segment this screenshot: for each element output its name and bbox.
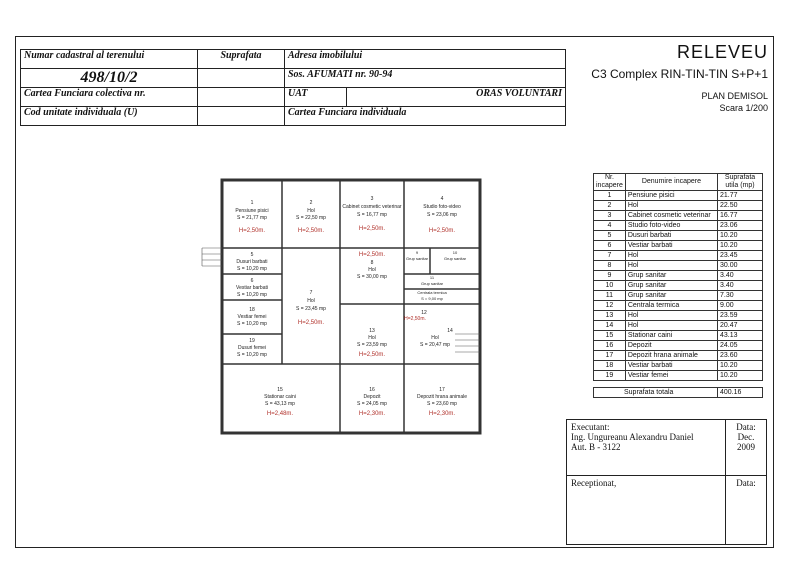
room-name-cell: Stationar caini — [625, 331, 717, 341]
total-row — [594, 388, 763, 398]
room-8-height: H=2,50m. — [358, 252, 386, 258]
room-area-cell: 10.20 — [718, 241, 763, 251]
room-nr-cell: 12 — [594, 301, 626, 311]
room-area-cell: 7.30 — [718, 291, 763, 301]
room-1-nr: 1 — [250, 200, 254, 206]
room-6-name: Vestiar barbati — [236, 285, 268, 291]
room-area-cell: 22.50 — [718, 201, 763, 211]
executant-date-cell — [726, 420, 767, 476]
room-15-height: H=2,48m. — [266, 411, 294, 417]
receptionat-date-label: Data: — [726, 476, 767, 545]
room-name-cell: Hol — [625, 311, 717, 321]
room-17-height: H=2,30m. — [428, 411, 456, 417]
room-9-name: Grup sanitar — [405, 256, 429, 261]
room-14-nr: 14 — [447, 328, 453, 334]
room-14-area: S = 20,47 mp — [420, 342, 450, 348]
room-nr-cell: 3 — [594, 211, 626, 221]
room-area-cell: 23.06 — [718, 221, 763, 231]
room-name-cell: Grup sanitar — [625, 281, 717, 291]
room-13-height: H=2,50m. — [358, 352, 386, 358]
room-7-name: Hol — [307, 298, 315, 304]
room-16-name: Depozit — [363, 394, 381, 400]
room-nr-cell: 1 — [594, 191, 626, 201]
room-area-cell: 43.13 — [718, 331, 763, 341]
unit-code-label: Cod unitate individuala (U) — [21, 107, 198, 126]
drawing-title-block — [591, 42, 768, 113]
room-nr-cell: 13 — [594, 311, 626, 321]
room-nr-cell: 4 — [594, 221, 626, 231]
room-area-cell: 23.59 — [718, 311, 763, 321]
room-2-name: Hol — [307, 208, 315, 214]
room-name-cell: Grup sanitar — [625, 271, 717, 281]
room-18-name: Vestiar femei — [237, 314, 267, 320]
drawing-title: RELEVEU — [676, 42, 768, 62]
room-row — [594, 231, 763, 241]
executant-label: Executant: — [571, 422, 610, 432]
room-3-name: Cabinet cosmetic veterinar — [342, 204, 402, 210]
date-year: 2009 — [737, 442, 755, 452]
room-nr-cell: 10 — [594, 281, 626, 291]
room-9-nr: 9 — [415, 250, 419, 255]
executant-name: Ing. Ungureanu Alexandru Daniel — [571, 432, 694, 442]
room-12-area: S = 9,00 mp — [421, 296, 443, 301]
room-name-cell: Vestiar femei — [625, 371, 717, 381]
room-name-cell: Vestiar barbati — [625, 361, 717, 371]
room-nr-cell: 2 — [594, 201, 626, 211]
room-name-cell: Cabinet cosmetic veterinar — [625, 211, 717, 221]
room-11-nr: 11 — [429, 275, 435, 280]
room-nr-cell: 5 — [594, 231, 626, 241]
address-label: Adresa imobilului — [285, 50, 566, 69]
room-row — [594, 261, 763, 271]
room-nr-cell: 19 — [594, 371, 626, 381]
room-area-cell: 16.77 — [718, 211, 763, 221]
lot-label: Numar cadastral al terenului — [21, 50, 198, 69]
room-18-nr: 18 — [249, 307, 255, 313]
room-7-height: H=2,50m. — [297, 320, 325, 326]
executant-cell — [567, 420, 726, 476]
room-19-name: Dusuri femei — [237, 345, 267, 351]
room-4-height: H=2,50m. — [428, 228, 456, 234]
room-4-nr: 4 — [440, 196, 444, 202]
uat-label: UAT — [285, 88, 347, 107]
room-8-area: S = 30,00 mp — [357, 274, 387, 280]
lot-value: 498/10/2 — [21, 69, 198, 88]
room-name-cell: Centrala termica — [625, 301, 717, 311]
room-18-area: S = 10,20 mp — [237, 321, 267, 327]
room-name-cell: Vestiar barbati — [625, 241, 717, 251]
room-13-area: S = 23,59 mp — [357, 342, 387, 348]
room-name-cell: Dusuri barbati — [625, 231, 717, 241]
room-row — [594, 241, 763, 251]
registry-individual-label: Cartea Funciara individuala — [285, 107, 566, 126]
room-row — [594, 281, 763, 291]
room-15-nr: 15 — [277, 387, 283, 393]
uat-value: ORAS VOLUNTARI — [347, 88, 566, 107]
room-6-area: S = 10,20 mp — [237, 292, 267, 298]
room-12-name: Centrala termica — [417, 290, 447, 295]
room-5-nr: 5 — [250, 252, 254, 258]
room-name-cell: Depozit hrana animale — [625, 351, 717, 361]
date-label: Data: — [736, 422, 756, 432]
room-12-nr: 12 — [421, 310, 427, 316]
room-7-area: S = 23,45 mp — [296, 306, 326, 312]
room-row — [594, 361, 763, 371]
area-value-cell — [198, 69, 285, 88]
room-1-height: H=2,50m. — [238, 228, 266, 234]
room-6-nr: 6 — [250, 278, 254, 284]
col-name-header: Denumire incapere — [625, 174, 717, 191]
room-nr-cell: 16 — [594, 341, 626, 351]
registry-collective-value — [198, 88, 285, 107]
room-name-cell: Pensiune pisici — [625, 191, 717, 201]
room-row — [594, 301, 763, 311]
room-nr-cell: 17 — [594, 351, 626, 361]
room-17-area: S = 23,60 mp — [427, 401, 457, 407]
room-10-nr: 10 — [452, 250, 458, 255]
cadastral-header-table — [20, 49, 566, 126]
room-row — [594, 291, 763, 301]
room-row — [594, 331, 763, 341]
room-2-area: S = 22,50 mp — [296, 215, 326, 221]
room-3-height: H=2,50m. — [358, 226, 386, 232]
room-nr-cell: 14 — [594, 321, 626, 331]
room-row — [594, 221, 763, 231]
room-name-cell: Hol — [625, 261, 717, 271]
room-8-nr: 8 — [370, 260, 374, 266]
room-row — [594, 321, 763, 331]
room-16-area: S = 24,05 mp — [357, 401, 387, 407]
total-value: 400.16 — [718, 388, 763, 398]
room-area-cell: 20.47 — [718, 321, 763, 331]
room-2-height: H=2,50m. — [297, 228, 325, 234]
room-16-height: H=2,30m. — [358, 411, 386, 417]
room-row — [594, 351, 763, 361]
unit-code-value — [198, 107, 285, 126]
date-month: Dec. — [737, 432, 755, 442]
room-nr-cell: 15 — [594, 331, 626, 341]
room-1-name: Pensiune pisici — [235, 208, 269, 214]
room-11-name: Grup sanitar — [420, 281, 444, 286]
room-row — [594, 191, 763, 201]
room-19-area: S = 10,20 mp — [237, 352, 267, 358]
room-area-cell: 10.20 — [718, 371, 763, 381]
room-row — [594, 311, 763, 321]
executant-block — [566, 419, 767, 545]
room-row — [594, 341, 763, 351]
room-8-name: Hol — [368, 267, 376, 273]
executant-auth: Aut. B - 3122 — [571, 442, 621, 452]
room-area-cell: 3.40 — [718, 271, 763, 281]
room-3-nr: 3 — [370, 196, 374, 202]
room-5-name: Dusuri barbati — [236, 259, 268, 265]
room-row — [594, 211, 763, 221]
col-nr-header: Nr. incapere — [594, 174, 626, 191]
registry-collective-label: Cartea Funciara colectiva nr. — [21, 88, 198, 107]
room-7-nr: 7 — [309, 290, 313, 296]
room-10-name: Grup sanitar — [443, 256, 467, 261]
room-19-nr: 19 — [249, 338, 255, 344]
room-area-cell: 23.60 — [718, 351, 763, 361]
room-area-cell: 21.77 — [718, 191, 763, 201]
room-area-cell: 3.40 — [718, 281, 763, 291]
room-nr-cell: 8 — [594, 261, 626, 271]
room-4-name: Studio foto-video — [423, 204, 461, 210]
receptionat-label: Receptionat, — [567, 476, 726, 545]
room-12-height: H=2,50m. — [404, 316, 426, 322]
room-16-nr: 16 — [369, 387, 375, 393]
room-nr-cell: 9 — [594, 271, 626, 281]
floor-plan — [200, 174, 490, 439]
room-area-cell: 10.20 — [718, 231, 763, 241]
room-nr-cell: 7 — [594, 251, 626, 261]
room-name-cell: Depozit — [625, 341, 717, 351]
room-name-cell: Hol — [625, 251, 717, 261]
room-2-nr: 2 — [309, 200, 313, 206]
room-5-area: S = 10,20 mp — [237, 266, 267, 272]
room-row — [594, 201, 763, 211]
room-name-cell: Hol — [625, 321, 717, 331]
room-4-area: S = 23,06 mp — [427, 212, 457, 218]
room-14-name: Hol — [431, 335, 439, 341]
room-name-cell: Hol — [625, 201, 717, 211]
total-label: Suprafata totala — [594, 388, 718, 398]
area-label: Suprafata — [198, 50, 285, 69]
address-value: Sos. AFUMATI nr. 90-94 — [285, 69, 566, 88]
room-1-area: S = 21,77 mp — [237, 215, 267, 221]
room-13-nr: 13 — [369, 328, 375, 334]
room-15-area: S = 43,13 mp — [265, 401, 295, 407]
room-name-cell: Studio foto-video — [625, 221, 717, 231]
drawing-subtitle: C3 Complex RIN-TIN-TIN S+P+1 — [591, 67, 768, 81]
room-3-area: S = 16,77 mp — [357, 212, 387, 218]
room-row — [594, 371, 763, 381]
room-area-cell: 23.45 — [718, 251, 763, 261]
plan-name: PLAN DEMISOL — [701, 91, 768, 101]
room-nr-cell: 11 — [594, 291, 626, 301]
room-15-name: Stationar caini — [264, 394, 296, 400]
room-nr-cell: 18 — [594, 361, 626, 371]
room-area-cell: 24.05 — [718, 341, 763, 351]
room-17-name: Depozit hrana animale — [416, 394, 468, 400]
rooms-table — [593, 173, 763, 398]
room-area-cell: 30.00 — [718, 261, 763, 271]
room-row — [594, 251, 763, 261]
col-area-header: Suprafata utila (mp) — [718, 174, 763, 191]
room-area-cell: 9.00 — [718, 301, 763, 311]
room-13-name: Hol — [368, 335, 376, 341]
room-nr-cell: 6 — [594, 241, 626, 251]
room-row — [594, 271, 763, 281]
room-area-cell: 10.20 — [718, 361, 763, 371]
room-17-nr: 17 — [439, 387, 445, 393]
plan-scale: Scara 1/200 — [719, 103, 768, 113]
room-name-cell: Grup sanitar — [625, 291, 717, 301]
